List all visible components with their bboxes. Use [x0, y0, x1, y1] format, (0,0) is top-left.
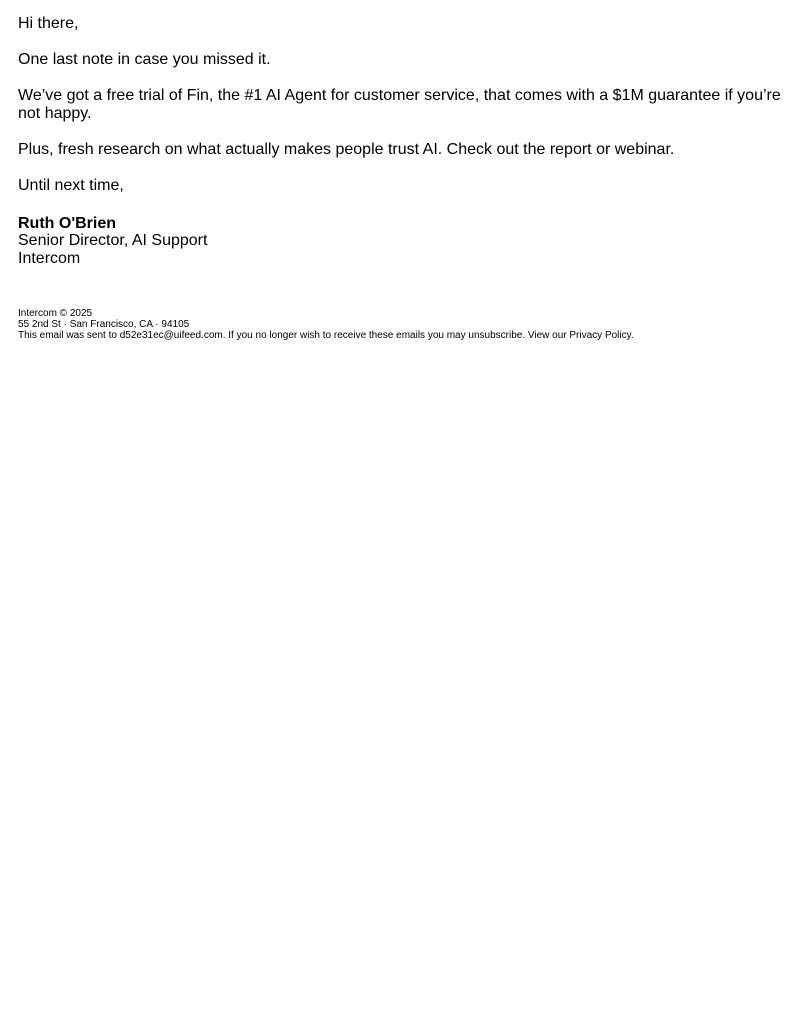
paragraph-research: Plus, fresh research on what actually makes people trust AI. Check out the report or webinar. — [18, 141, 675, 158]
signature-block — [18, 216, 782, 268]
footer-notice — [18, 330, 782, 341]
recipient-email-link[interactable]: d52e31ec@uifeed.com — [119, 330, 223, 341]
email-footer — [18, 308, 782, 341]
email-body — [0, 0, 800, 341]
footer-sent-after-unsub: . View our — [522, 330, 570, 341]
privacy-policy-link[interactable]: Privacy Policy — [569, 330, 631, 341]
footer-sent-middle: . If you no longer wish to receive these emails you may — [222, 330, 469, 341]
footer-sent-prefix: This email was sent to — [18, 330, 120, 341]
paragraph-fin-trial: We’ve got a free trial of Fin, the #1 AI Agent for customer service, that comes with a $1M guarantee if you’re not happy. — [18, 87, 781, 122]
greeting: Hi there, — [18, 15, 79, 32]
signature-title: Senior Director, AI Support — [18, 232, 208, 249]
footer-address: 55 2nd St · San Francisco, CA · 94105 — [18, 319, 190, 330]
footer-sent-suffix: . — [630, 330, 634, 341]
paragraph-intro: One last note in case you missed it. — [18, 51, 271, 68]
signature-name: Ruth O'Brien — [18, 215, 117, 232]
paragraph-signoff: Until next time, — [18, 177, 124, 194]
unsubscribe-link[interactable]: unsubscribe — [468, 330, 523, 341]
signature-company: Intercom — [18, 250, 81, 267]
footer-copyright: Intercom © 2025 — [18, 308, 93, 319]
